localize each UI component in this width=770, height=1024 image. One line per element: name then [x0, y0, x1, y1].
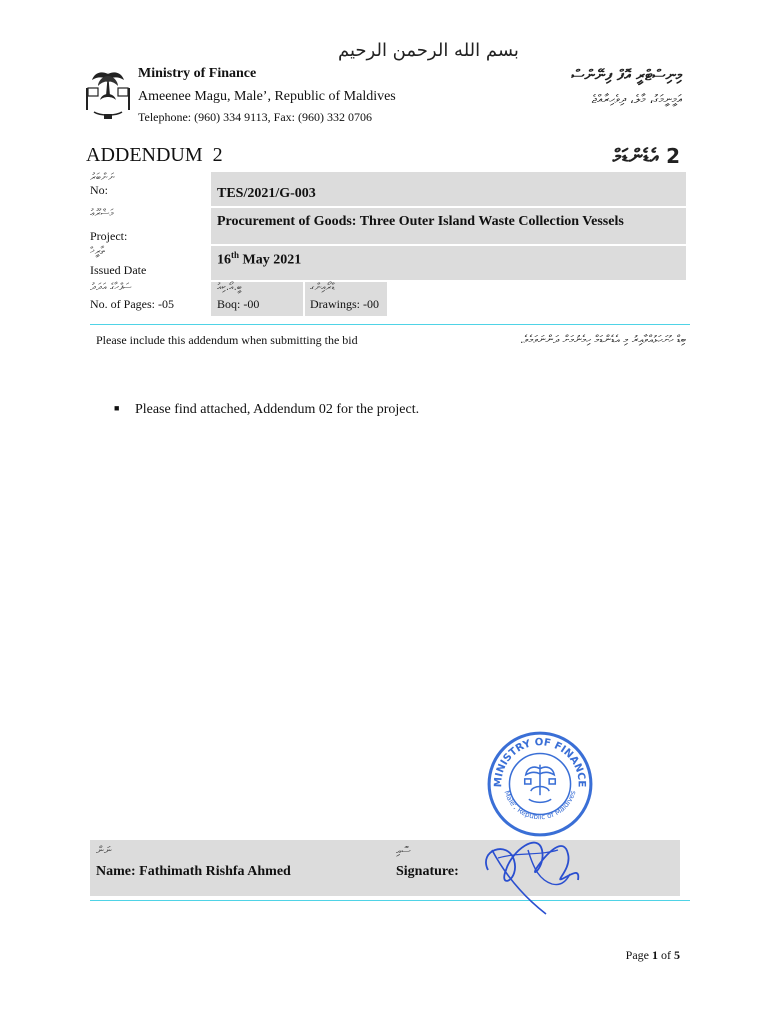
- signatory-name-block: [96, 844, 291, 880]
- date-rest: May 2021: [239, 252, 302, 268]
- list-item: [114, 402, 419, 418]
- stamp-subtext: Male', Republic of Maldives: [502, 789, 578, 822]
- emblem-icon: [525, 765, 556, 803]
- addendum-title-dhivehi: 2 އެޑެންޑަމް: [612, 144, 680, 168]
- label-text: Project:: [90, 229, 128, 243]
- issued-date: [211, 246, 686, 275]
- field-value-issued-date: [211, 246, 686, 280]
- page-indicator: [626, 948, 680, 963]
- page-total: 5: [674, 948, 680, 962]
- signature-divider: [90, 900, 690, 901]
- date-suffix: th: [231, 250, 240, 260]
- project-title: Procurement of Goods: Three Outer Island Waste Collection Vessels: [217, 214, 624, 229]
- label-text: No:: [90, 183, 108, 197]
- field-label-no: [90, 172, 208, 206]
- stamp-text: MINISTRY OF FINANCE: [493, 737, 587, 788]
- addendum-title: ADDENDUM 2: [86, 144, 223, 166]
- count-boq: [211, 282, 303, 316]
- page-prefix: Page: [625, 948, 652, 962]
- ministry-address: Ameenee Magu, Male’, Republic of Maldives: [138, 89, 396, 104]
- field-label-project: [90, 208, 208, 244]
- signature-label: Signature:: [396, 864, 459, 879]
- page-current: 1: [652, 948, 658, 962]
- bullet-text: Please find attached, Addendum 02 for the project.: [134, 402, 420, 417]
- dhivehi-label: ތާރީޚް: [90, 246, 105, 257]
- reference-number: TES/2021/G-003: [217, 186, 316, 201]
- divider-line: [90, 324, 690, 325]
- dhivehi-ministry-name: މިނިސްޓްރީ އޮފް ފިނޭންސް: [571, 66, 682, 84]
- dhivehi-label: ނަންބަރު: [90, 172, 115, 183]
- state-emblem-icon: [80, 66, 136, 122]
- field-value-project: [211, 208, 686, 244]
- bullet-marker: ■: [114, 403, 120, 413]
- signatory-name: Name: Fathimath Rishfa Ahmed: [96, 864, 291, 879]
- pages-count: No. of Pages: -05: [90, 297, 174, 311]
- bismillah-calligraphy: بسم الله الرحمن الرحيم: [338, 40, 519, 61]
- dhivehi-label: ސޮއި: [396, 844, 411, 857]
- handwritten-signature: [468, 810, 588, 920]
- ministry-telephone: Telephone: (960) 334 9113, Fax: (960) 332 0706: [138, 110, 373, 124]
- dhivehi-label: މަޝްރޫޢު: [90, 208, 114, 219]
- field-value-no: [211, 172, 686, 206]
- signature-label-block: [396, 844, 459, 880]
- dhivehi-label: ޑްރޯއިންގ: [310, 282, 335, 293]
- page-mid: of: [658, 948, 674, 962]
- boq-count: Boq: -00: [217, 297, 260, 311]
- instruction-text-dhivehi: ބިޑް ހުށަހަޅުއްވާއިރު މި އެޑެންޑަމް ހިމެނުމަށް ދަންނަވަމެވެ.: [519, 333, 686, 346]
- ministry-name: Ministry of Finance: [138, 66, 257, 81]
- count-pages: [90, 282, 208, 316]
- instruction-text: Please include this addendum when submitting the bid: [96, 333, 358, 347]
- dhivehi-ministry-address: އަމީނީމަގު، މާލެ، ދިވެހިރާއްޖެ: [591, 92, 682, 106]
- field-label-issued-date: [90, 246, 208, 280]
- dhivehi-label: ނަން: [96, 844, 112, 857]
- dhivehi-label: ސަފްހާގެ އަދަދު: [90, 282, 132, 293]
- drawings-count: Drawings: -00: [310, 297, 379, 311]
- label-text: Issued Date: [90, 263, 147, 277]
- count-drawings: [305, 282, 387, 316]
- date-day: 16: [217, 252, 231, 268]
- dhivehi-label: ބީ.އޯ.ކިއު: [217, 282, 242, 293]
